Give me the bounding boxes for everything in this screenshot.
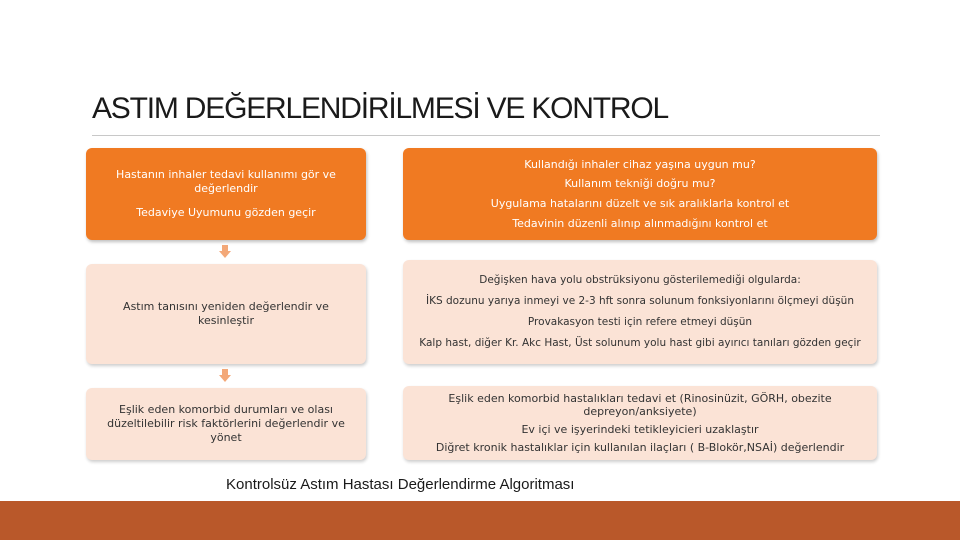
detail-diagnosis-box xyxy=(403,260,877,364)
detail-comorbidity-box xyxy=(403,386,877,460)
box-text: Diğret kronik hastalıklar için kullanılan ilaçları ( B-Blokör,NSAİ) değerlendir xyxy=(435,440,845,454)
box-text: Tedaviye Uyumunu gözden geçir xyxy=(136,205,316,219)
detail-inhaler-box xyxy=(403,148,877,240)
box-text: Hastanın inhaler tedavi kullanımı gör ve değerlendir xyxy=(116,168,336,196)
footer-bar xyxy=(0,501,960,540)
box-text: Eşlik eden komorbid durumları ve olası düzeltilebilir risk faktörlerini değerlendir ve yönet xyxy=(107,403,345,444)
box-text: Kullandığı inhaler cihaz yaşına uygun mu? xyxy=(524,157,756,171)
box-text: Astım tanısını yeniden değerlendir ve kesinleştir xyxy=(123,300,329,327)
step-comorbidity-box xyxy=(86,388,366,460)
box-text: Ev içi ve işyerindeki tetikleyicieri uzaklaştır xyxy=(521,423,759,436)
diagram-caption: Kontrolsüz Astım Hastası Değerlendirme Algoritması xyxy=(226,476,575,493)
title-divider xyxy=(92,135,880,136)
step-inhaler-usage-box xyxy=(86,148,366,240)
box-text: Uygulama hatalarını düzelt ve sık aralıklarla kontrol et xyxy=(490,197,790,210)
box-text: İKS dozunu yarıya inmeyi ve 2-3 hft sonra solunum fonksiyonlarını ölçmeyi düşün xyxy=(426,294,854,307)
box-text: Provakasyon testi için refere etmeyi düşün xyxy=(527,316,753,328)
box-text: Kalp hast, diğer Kr. Akc Hast, Üst solunum yolu hast gibi ayırıcı tanıları gözden geçir xyxy=(419,337,861,350)
page-title: ASTIM DEĞERLENDİRİLMESİ VE KONTROL xyxy=(92,92,668,125)
arrow-down-icon xyxy=(219,245,231,258)
box-text: Değişken hava yolu obstrüksiyonu gösterilemediği olgularda: xyxy=(479,273,801,286)
box-text: Kullanım tekniği doğru mu? xyxy=(564,177,716,191)
arrow-down-icon xyxy=(219,369,231,382)
box-text: Eşlik eden komorbid hastalıkları tedavi et (Rinosinüzit, GÖRH, obezite depreyon/anksiyete) xyxy=(448,391,832,419)
box-text: Tedavinin düzenli alınıp alınmadığını kontrol et xyxy=(512,216,768,230)
step-diagnosis-box xyxy=(86,264,366,364)
